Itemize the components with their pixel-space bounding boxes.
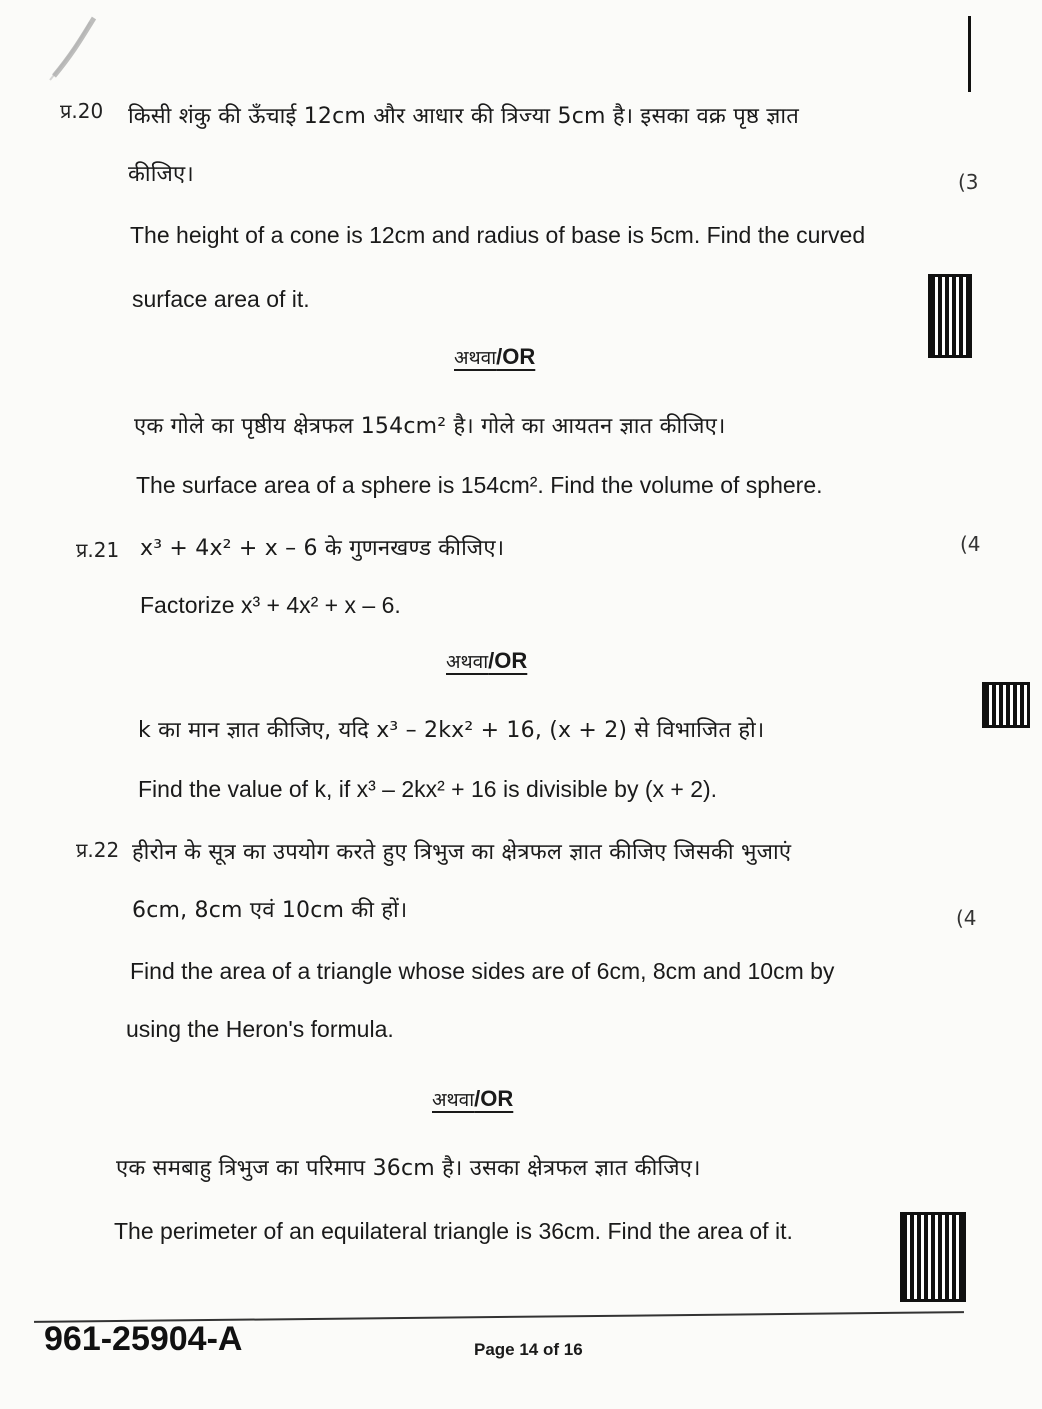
or-english: /OR — [474, 1086, 514, 1111]
or-separator — [446, 648, 527, 674]
datamatrix-code-icon — [900, 1212, 966, 1302]
question-text-hindi: x³ + 4x² + x – 6 के गुणनखण्ड कीजिए। — [140, 536, 505, 561]
alternative-text-hindi: k का मान ज्ञात कीजिए, यदि x³ – 2kx² + 16, (x + 2) से विभाजित हो। — [138, 718, 765, 743]
question-number: प्र.21 — [76, 538, 120, 562]
question-text-english: Factorize x³ + 4x² + x – 6. — [140, 592, 401, 618]
alternative-text-english: The perimeter of an equilateral triangle is 36cm. Find the area of it. — [114, 1218, 793, 1244]
question-text-hindi: कीजिए। — [128, 162, 194, 187]
question-number: प्र.22 — [76, 838, 120, 862]
question-text-english: The height of a cone is 12cm and radius of base is 5cm. Find the curved — [130, 222, 866, 248]
alternative-text-english: The surface area of a sphere is 154cm². Find the volume of sphere. — [136, 472, 823, 498]
question-text-english: surface area of it. — [132, 286, 310, 312]
pen-mark-smudge — [44, 14, 104, 84]
question-text-english: Find the area of a triangle whose sides are of 6cm, 8cm and 10cm by — [130, 958, 835, 984]
paper-code: 961-25904-A — [44, 1320, 243, 1358]
alternative-text-english: Find the value of k, if x³ – 2kx² + 16 is divisible by (x + 2). — [138, 776, 718, 802]
qr-code-icon — [982, 682, 1030, 728]
or-hindi: अथवा — [432, 1089, 475, 1111]
datamatrix-code-icon — [928, 274, 972, 358]
marks-indicator: (4 — [956, 906, 977, 930]
or-hindi: अथवा — [454, 347, 497, 369]
question-text-english: using the Heron's formula. — [126, 1016, 394, 1042]
or-separator — [454, 344, 535, 370]
question-number: प्र.20 — [60, 99, 104, 123]
marks-indicator: (3 — [958, 170, 979, 194]
scan-edge-line — [968, 16, 971, 92]
question-text-hindi: हीरोन के सूत्र का उपयोग करते हुए त्रिभुज का क्षेत्रफल ज्ञात कीजिए जिसकी भुजाएं — [132, 840, 792, 865]
or-hindi: अथवा — [446, 651, 489, 673]
or-separator — [432, 1086, 513, 1112]
marks-indicator: (4 — [960, 532, 981, 556]
question-text-hindi: 6cm, 8cm एवं 10cm की हों। — [132, 898, 408, 923]
or-english: /OR — [488, 648, 528, 673]
question-text-hindi: किसी शंकु की ऊँचाई 12cm और आधार की त्रिज्या 5cm है। इसका वक्र पृष्ठ ज्ञात — [128, 104, 800, 129]
or-english: /OR — [496, 344, 536, 369]
alternative-text-hindi: एक गोले का पृष्ठीय क्षेत्रफल 154cm² है। गोले का आयतन ज्ञात कीजिए। — [134, 414, 726, 439]
page-number: Page 14 of 16 — [474, 1340, 583, 1359]
alternative-text-hindi: एक समबाहु त्रिभुज का परिमाप 36cm है। उसका क्षेत्रफल ज्ञात कीजिए। — [116, 1156, 701, 1181]
